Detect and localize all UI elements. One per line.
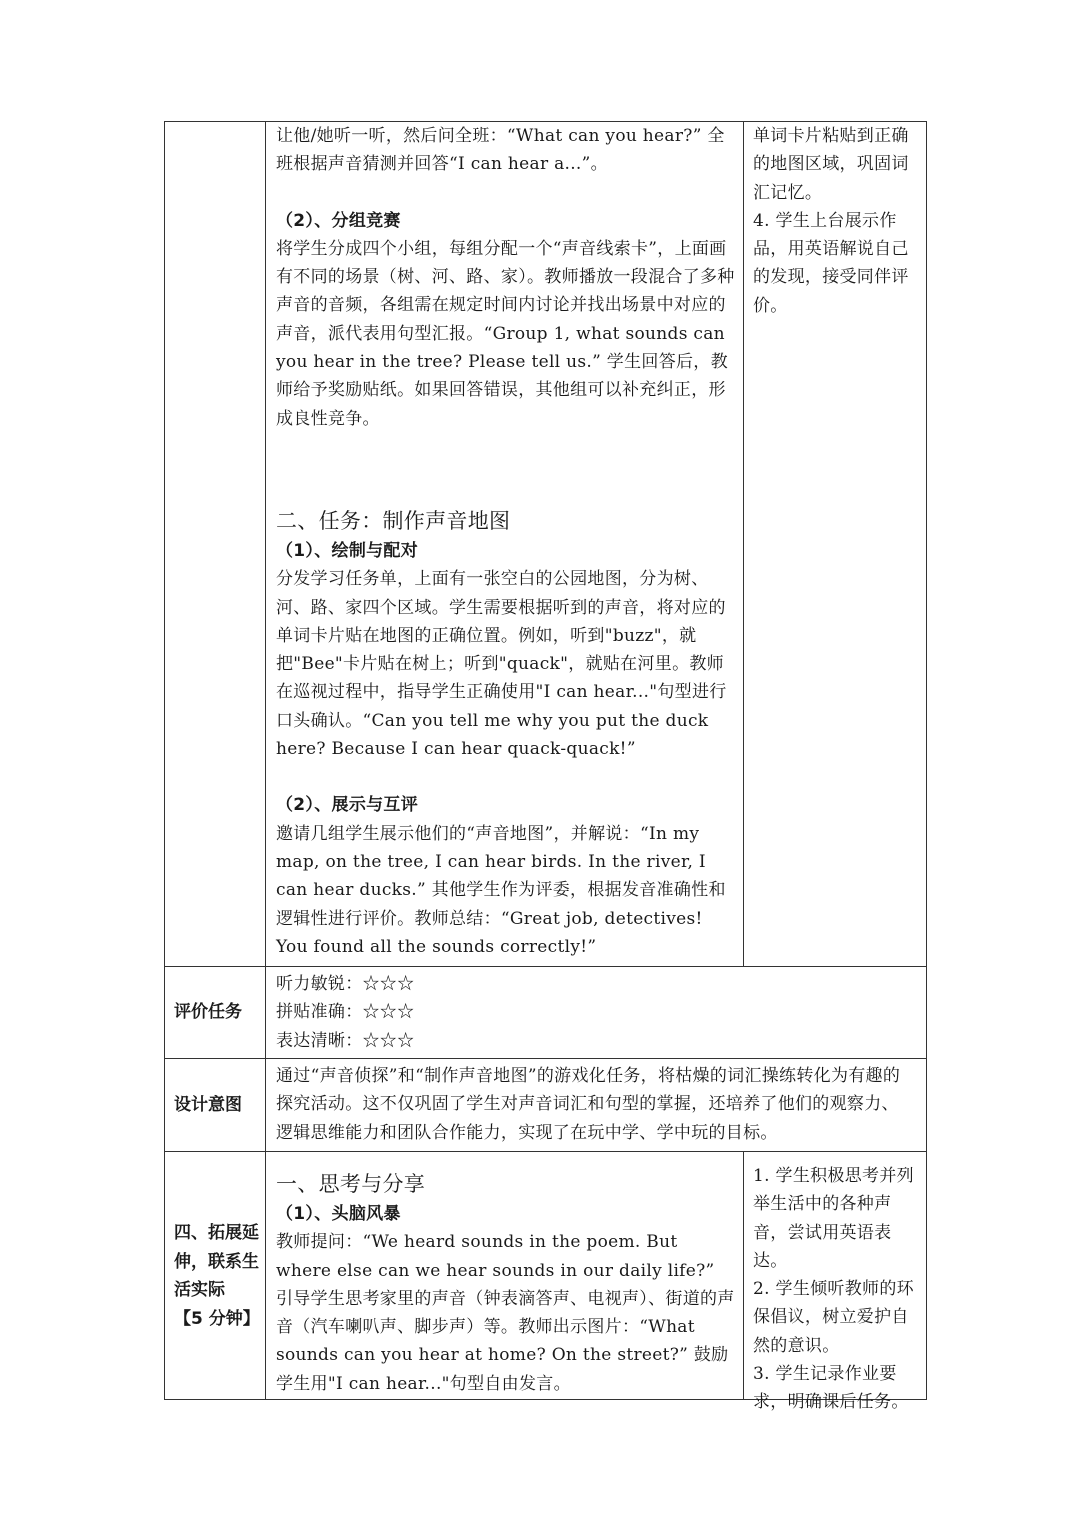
group-competition-heading: （2）、分组竞赛 [276,210,401,231]
row-divider-section4 [164,1151,927,1152]
section4-label [174,1219,262,1333]
column-divider-label [265,121,266,1400]
table-right-border [926,121,927,1400]
section4-label-line-1: 四、拓展延 [174,1223,259,1243]
table-left-border [164,121,165,1400]
section3-content [276,122,736,433]
draw-match-heading: （1）、绘制与配对 [276,541,419,561]
column-divider-right-bottom [743,1151,744,1400]
evaluation-item-listening: 听力敏锐：☆☆☆ [276,974,415,994]
brainstorm-text: 教师提问：“We heard sounds in the poem. But where else can we hear sounds in our daily life?” 引导学生思考家里的声音（钟表滴答声、电视声）、街道的声音（汽车喇叭声、脚步声）等。教师出示图片：“What sounds can you hear at home? On the street?” 鼓励学生用"I can hear..."句型自由发言。 [276,1232,735,1394]
section4-activity-2: 2. 学生倾听教师的环保倡议，树立爱护自然的意识。 [753,1279,914,1356]
evaluation-item-expression: 表达清晰：☆☆☆ [276,1030,415,1051]
think-share-title: 一、思考与分享 [276,1172,426,1196]
section4-activity-1: 1. 学生积极思考并列举生活中的各种声音，尝试用英语表达。 [753,1166,914,1271]
evaluation-label: 评价任务 [174,1002,242,1022]
student-activity-text-1: 单词卡片粘贴到正确的地图区域，巩固词汇记忆。 [753,126,909,203]
student-activity-text-2: 4. 学生上台展示作品，用英语解说自己的发现，接受同伴评价。 [753,210,909,316]
intro-text: 让他/她听一听，然后问全班：“What can you hear?” 全班根据声音猜测并回答“I can hear a...”。 [276,126,725,175]
section4-label-line-4: 【5 分钟】 [174,1308,260,1329]
evaluation-items [276,970,916,1055]
section4-content [276,1168,736,1398]
section4-label-line-3: 活实际 [174,1280,225,1300]
brainstorm-heading: （1）、头脑风暴 [276,1204,401,1224]
section3-student-activity [753,122,919,320]
column-divider-right-top [743,121,744,967]
row-divider-evaluation [164,966,927,967]
show-review-heading: （2）、展示与互评 [276,795,419,816]
design-text: 通过“声音侦探”和“制作声音地图”的游戏化任务，将枯燥的词汇操练转化为有趣的探究活动。这不仅巩固了学生对声音词汇和句型的掌握，还培养了他们的观察力、逻辑思维能力和团队合作能力，实现了在玩中学、学中玩的目标。 [276,1066,901,1143]
task-title: 二、任务：制作声音地图 [276,509,511,533]
task-section [276,505,736,961]
section4-activity-3: 3. 学生记录作业要求，明确课后任务。 [753,1364,909,1413]
design-label: 设计意图 [174,1095,242,1115]
section4-student-activity [753,1162,919,1417]
section4-label-line-2: 伸，联系生 [174,1251,259,1272]
draw-match-text: 分发学习任务单，上面有一张空白的公园地图，分为树、河、路、家四个区域。学生需要根据听到的声音，将对应的单词卡片贴在地图的正确位置。例如，听到"buzz"，就把"Bee"卡片贴在树上；听到"quack"，就贴在河里。教师在巡视过程中，指导学生正确使用"I can hear..."句型进行口头确认。“Can you tell me why you put the duck here? Because I can hear quack-quack!” [276,569,727,760]
group-competition-text: 将学生分成四个小组，每组分配一个“声音线索卡”，上面画有不同的场景（树、河、路、家）。教师播放一段混合了多种声音的音频，各组需在规定时间内讨论并找出场景中对应的声音，派代表用句型汇报。“Group 1, what sounds can you hear in the tree? Please tell us.” 学生回答后，教师给予奖励贴纸。如果回答错误，其他组可以补充纠正，形成良性竞争。 [276,238,735,429]
row-divider-design [164,1058,927,1059]
show-review-text: 邀请几组学生展示他们的“声音地图”，并解说：“In my map, on the tree, I can hear birds. In the river, I can hear ducks.” 其他学生作为评委，根据发音准确性和逻辑性进行评价。教师总结：“Great job, detectives! You found all the sounds correctly!” [276,823,726,957]
evaluation-item-pasting: 拼贴准确：☆☆☆ [276,1002,415,1023]
